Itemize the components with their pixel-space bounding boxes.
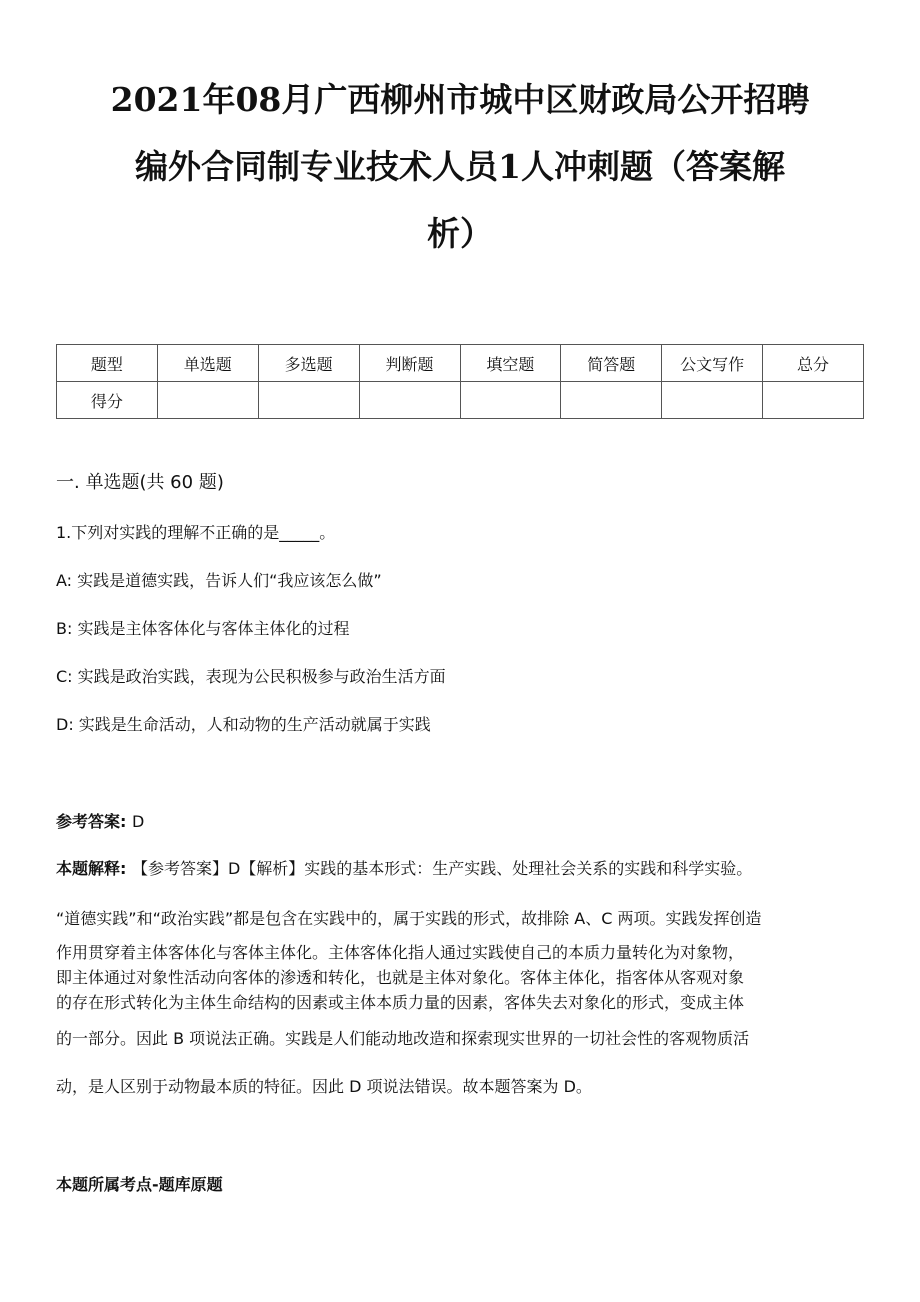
header-cell-short-answer: 简答题 xyxy=(561,345,662,382)
score-cell xyxy=(662,382,763,419)
explanation-line-2: “道德实践”和“政治实践”都是包含在实践中的，属于实践的形式，故排除 A、C 两项。实践发挥创造 xyxy=(56,909,762,928)
explanation-line-6: 的一部分。因此 B 项说法正确。实践是人们能动地改造和探索现实世界的一切社会性的客观物质活 xyxy=(56,1029,750,1048)
header-cell-type: 题型 xyxy=(57,345,158,382)
explanation-line-7: 动，是人区别于动物最本质的特征。因此 D 项说法错误。故本题答案为 D。 xyxy=(56,1077,592,1096)
score-cell xyxy=(460,382,561,419)
option-a: A: 实践是道德实践，告诉人们“我应该怎么做” xyxy=(56,571,382,590)
score-row-label: 得分 xyxy=(57,382,158,419)
document-title xyxy=(40,66,880,267)
header-cell-official-writing: 公文写作 xyxy=(662,345,763,382)
score-cell xyxy=(359,382,460,419)
explanation-label: 本题解释: xyxy=(56,859,132,878)
option-b: B: 实践是主体客体化与客体主体化的过程 xyxy=(56,619,350,638)
title-line-3: 析） xyxy=(427,214,493,253)
explanation-line-5: 的存在形式转化为主体生命结构的因素或主体本质力量的因素，客体失去对象化的形式，变成主体 xyxy=(56,993,745,1012)
score-cell xyxy=(561,382,662,419)
topic-footer: 本题所属考点-题库原题 xyxy=(56,1175,223,1194)
header-cell-total: 总分 xyxy=(763,345,864,382)
section-heading: 一. 单选题(共 60 题) xyxy=(56,472,224,493)
answer-label: 参考答案: xyxy=(56,812,132,831)
score-cell xyxy=(258,382,359,419)
score-table-header-row xyxy=(57,345,864,382)
option-d: D: 实践是生命活动，人和动物的生产活动就属于实践 xyxy=(56,715,431,734)
header-cell-true-false: 判断题 xyxy=(359,345,460,382)
score-cell xyxy=(763,382,864,419)
reference-answer xyxy=(56,809,144,832)
option-c: C: 实践是政治实践，表现为公民积极参与政治生活方面 xyxy=(56,667,446,686)
explanation-line-4: 即主体通过对象性活动向客体的渗透和转化，也就是主体对象化。客体主体化，指客体从客观对象 xyxy=(56,968,745,987)
title-line-1: 2021年08月广西柳州市城中区财政局公开招聘 xyxy=(110,80,810,119)
explanation-line-1 xyxy=(56,856,864,879)
score-cell xyxy=(157,382,258,419)
header-cell-multi-choice: 多选题 xyxy=(258,345,359,382)
answer-value: D xyxy=(131,812,145,831)
question-stem: 1.下列对实践的理解不正确的是_____。 xyxy=(56,523,336,542)
explanation-line-3: 作用贯穿着主体客体化与客体主体化。主体客体化指人通过实践使自己的本质力量转化为对象物， xyxy=(56,943,745,962)
score-table xyxy=(56,344,864,419)
header-cell-single-choice: 单选题 xyxy=(157,345,258,382)
score-table-score-row xyxy=(57,382,864,419)
title-line-2: 编外合同制专业技术人员1人冲刺题（答案解 xyxy=(135,147,785,186)
header-cell-fill-blank: 填空题 xyxy=(460,345,561,382)
explanation-text-1: 【参考答案】D【解析】实践的基本形式：生产实践、处理社会关系的实践和科学实验。 xyxy=(131,859,753,878)
